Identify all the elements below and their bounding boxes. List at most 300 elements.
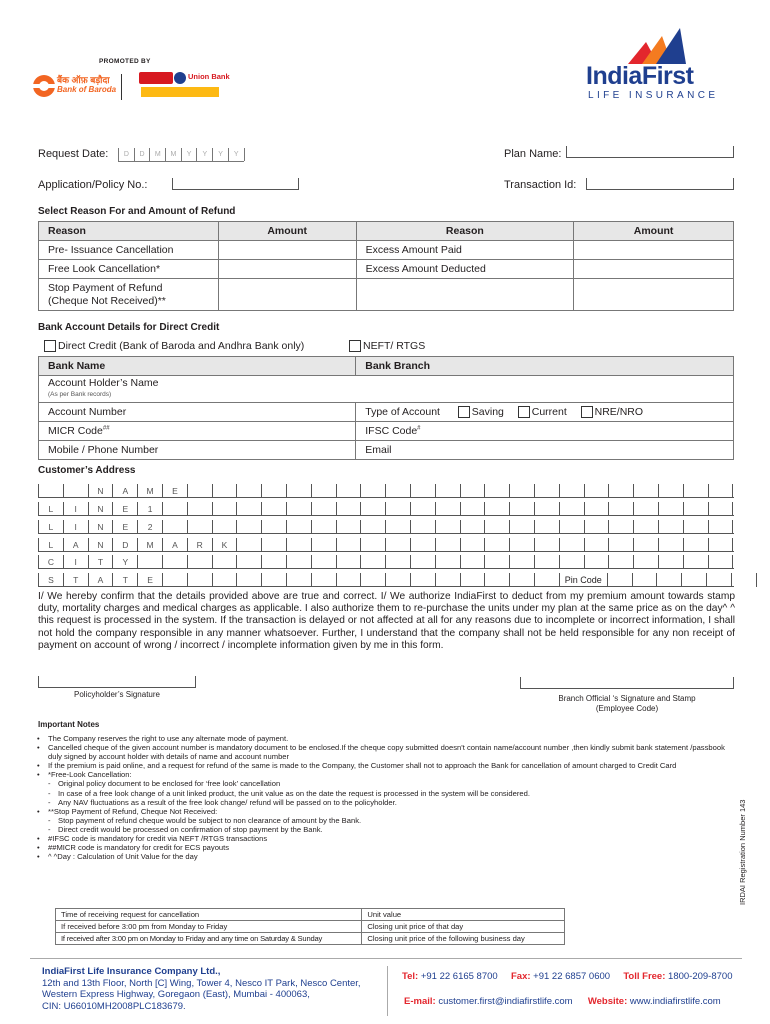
neft-label: NEFT/ RTGS (363, 340, 426, 352)
address-char-cell[interactable]: I (64, 502, 89, 516)
contact-line-2 (404, 996, 721, 1007)
address-char-cell[interactable] (436, 555, 461, 569)
address-char-cell[interactable] (485, 502, 510, 516)
policyholder-signature-box[interactable] (38, 676, 196, 688)
pin-code-cell[interactable] (657, 573, 682, 587)
plan-name-input[interactable] (566, 146, 734, 158)
branch-signature-line2: (Employee Code) (595, 704, 659, 713)
address-char-cell[interactable] (585, 502, 610, 516)
table-row (39, 422, 734, 441)
transaction-id-input[interactable] (586, 178, 734, 190)
refund-table (38, 221, 734, 311)
address-char-cell[interactable] (436, 520, 461, 534)
address-char-cell[interactable] (510, 484, 535, 498)
address-char-cell[interactable] (659, 538, 684, 552)
address-char-cell[interactable] (659, 555, 684, 569)
address-char-cell[interactable] (188, 555, 213, 569)
address-char-cell[interactable] (337, 484, 362, 498)
note-item: • **Stop Payment of Refund, Cheque Not Received: (34, 807, 732, 816)
address-char-cell[interactable] (659, 520, 684, 534)
address-char-cell[interactable] (188, 520, 213, 534)
address-char-cell[interactable] (361, 573, 386, 587)
address-char-cell[interactable] (262, 538, 287, 552)
fax-value: +91 22 6857 0600 (533, 971, 611, 982)
address-char-cell[interactable] (287, 573, 312, 587)
address-char-cell[interactable] (237, 502, 262, 516)
address-char-cell[interactable] (709, 520, 734, 534)
address-char-cell[interactable]: I (64, 555, 89, 569)
address-char-cell[interactable] (262, 555, 287, 569)
address-char-cell[interactable] (436, 573, 461, 587)
bank-name-field[interactable]: Bank Name (39, 357, 356, 376)
table-row (39, 357, 734, 376)
address-char-cell[interactable] (634, 538, 659, 552)
table-cell: Closing unit price of that day (362, 921, 565, 933)
date-cell: Y (213, 148, 229, 161)
email-field[interactable]: Email (356, 441, 734, 460)
address-char-cell[interactable] (237, 573, 262, 587)
amount-cell[interactable] (218, 241, 356, 260)
stop-payment-line1: Stop Payment of Refund (48, 281, 163, 294)
date-cell: Y (198, 148, 214, 161)
saving-checkbox[interactable] (458, 406, 470, 418)
address-char-cell[interactable] (262, 502, 287, 516)
company-name: IndiaFirst Life Insurance Company Ltd., (42, 966, 221, 977)
address-char-cell[interactable] (585, 520, 610, 534)
indiafirst-mark-icon (628, 28, 688, 64)
address-char-cell[interactable]: N (89, 502, 114, 516)
address-char-cell[interactable] (436, 538, 461, 552)
ifsc-field[interactable] (356, 422, 734, 441)
address-char-cell[interactable] (461, 484, 486, 498)
bob-name-text: Bank of Baroda (57, 85, 117, 94)
address-char-cell[interactable]: E (163, 484, 188, 498)
table-row (39, 241, 734, 260)
amount-cell[interactable] (218, 279, 356, 311)
address-char-cell[interactable] (188, 502, 213, 516)
address-char-cell[interactable] (535, 573, 560, 587)
irdai-text: IRDAI Registration Number 143 (738, 799, 747, 905)
empty-cell (574, 279, 734, 311)
address-row[interactable] (38, 520, 734, 534)
app-policy-label: Application/Policy No.: (38, 179, 148, 191)
address-char-cell[interactable] (709, 555, 734, 569)
pin-code-cell[interactable] (732, 573, 757, 587)
address-char-cell[interactable] (337, 502, 362, 516)
direct-credit-checkbox[interactable] (44, 340, 56, 352)
website-label: Website: (587, 996, 628, 1007)
table-row (39, 260, 734, 279)
address-char-cell[interactable] (411, 555, 436, 569)
address-char-cell[interactable] (237, 555, 262, 569)
address-char-cell[interactable] (485, 538, 510, 552)
table-row (39, 279, 734, 311)
address-char-cell[interactable] (287, 484, 312, 498)
address-char-cell[interactable] (709, 538, 734, 552)
refund-section-title: Select Reason For and Amount of Refund (38, 206, 236, 217)
address-char-cell[interactable] (386, 573, 411, 587)
address-char-cell[interactable]: A (64, 538, 89, 552)
note-item: - Direct credit would be processed on confirmation of stop payment by the Bank. (34, 825, 732, 834)
note-item: - Original policy document to be enclosed for ‘free look’ cancellation (34, 779, 732, 788)
logo-divider (121, 74, 122, 100)
address-char-cell[interactable] (337, 555, 362, 569)
address-char-cell[interactable] (361, 538, 386, 552)
bank-section-title: Bank Account Details for Direct Credit (38, 322, 220, 333)
company-addr2: Western Express Highway, Goregaon (East), Mumbai - 400063, (42, 989, 310, 1000)
address-char-cell[interactable] (510, 573, 535, 587)
address-char-cell[interactable]: M (138, 538, 163, 552)
indiafirst-logo (586, 28, 719, 101)
address-char-cell[interactable] (411, 538, 436, 552)
account-holder-field[interactable] (39, 376, 734, 403)
account-number-field[interactable]: Account Number (39, 403, 356, 422)
empty-cell (356, 279, 574, 311)
address-char-cell[interactable] (609, 484, 634, 498)
address-char-cell[interactable] (287, 502, 312, 516)
address-char-cell[interactable] (535, 538, 560, 552)
fax-label: Fax: (510, 971, 531, 982)
address-char-cell[interactable] (411, 573, 436, 587)
address-char-cell[interactable] (560, 538, 585, 552)
address-char-cell[interactable] (461, 502, 486, 516)
bank-table (38, 356, 734, 460)
address-row[interactable] (38, 573, 734, 587)
reason-header: Reason (39, 222, 219, 241)
address-char-cell[interactable] (337, 538, 362, 552)
amount-cell[interactable] (574, 260, 734, 279)
address-char-cell[interactable] (510, 555, 535, 569)
address-char-cell[interactable] (411, 484, 436, 498)
address-char-cell[interactable] (659, 502, 684, 516)
address-char-cell[interactable] (287, 520, 312, 534)
address-char-cell[interactable]: 1 (138, 502, 163, 516)
ifsc-sup: # (417, 425, 421, 432)
contact-line-1 (402, 971, 732, 982)
address-char-cell[interactable] (436, 484, 461, 498)
address-char-cell[interactable]: I (64, 520, 89, 534)
address-char-cell[interactable] (411, 520, 436, 534)
transaction-id-label: Transaction Id: (504, 179, 577, 191)
address-char-cell[interactable] (287, 538, 312, 552)
amount-header: Amount (574, 222, 734, 241)
table-cell: Closing unit price of the following business day (362, 933, 565, 945)
table-row (39, 376, 734, 403)
address-row[interactable] (38, 538, 734, 552)
saving-label: Saving (471, 405, 504, 418)
address-char-cell[interactable] (535, 502, 560, 516)
address-char-cell[interactable] (237, 538, 262, 552)
declaration-text: I/ We hereby confirm that the details provided above are true and correct. I/ We authorize IndiaFirst to deduct from my premium amount towards stamp duty, mortality charges and medical charges as applicable. I also authorize them to re-purchase the units under my plan at the same price as on the day^ ^ this request is processed in the system. If the transaction is delayed or not affected at all for any reasons due to incomplete or incorrect information, I shall not hold the company responsible in any manner whatsoever. Further, I understand that the company shall not be held responsible for any non receipt of payment on account of wrong / incorrect / incomplete information given by me in this form. (38, 591, 735, 651)
address-char-cell[interactable] (237, 520, 262, 534)
note-item: • If the premium is paid online, and a request for refund of the same is made to the Company, the Customer shall not to approach the Bank for cancellation of amount charged to Credit Card (34, 761, 732, 770)
address-char-cell[interactable] (560, 484, 585, 498)
address-char-cell[interactable] (163, 555, 188, 569)
stop-payment-line2: (Cheque Not Received)** (48, 294, 166, 307)
address-char-cell[interactable] (312, 502, 337, 516)
address-char-cell[interactable] (361, 484, 386, 498)
neft-checkbox[interactable] (349, 340, 361, 352)
address-char-cell[interactable] (609, 502, 634, 516)
neft-option[interactable] (349, 340, 425, 352)
address-char-cell[interactable] (609, 538, 634, 552)
address-char-cell[interactable] (634, 520, 659, 534)
address-char-cell[interactable] (188, 573, 213, 587)
address-char-cell[interactable] (337, 520, 362, 534)
address-char-cell[interactable]: A (113, 484, 138, 498)
address-char-cell[interactable] (684, 555, 709, 569)
pin-code-cell[interactable] (707, 573, 732, 587)
branch-signature-box[interactable] (520, 677, 734, 689)
reason-excess-paid[interactable]: Excess Amount Paid (356, 241, 574, 260)
address-char-cell[interactable] (659, 484, 684, 498)
company-addr1: 12th and 13th Floor, North [C] Wing, Tower 4, Nesco IT Park, Nesco Center, (42, 977, 361, 989)
address-char-cell[interactable] (386, 484, 411, 498)
address-char-cell[interactable]: 2 (138, 520, 163, 534)
address-char-cell[interactable] (634, 484, 659, 498)
email-link[interactable]: customer.first@indiafirstlife.com (438, 996, 573, 1007)
address-char-cell[interactable] (213, 573, 238, 587)
address-char-cell[interactable]: M (138, 484, 163, 498)
branch-signature-label (520, 694, 734, 714)
address-char-cell[interactable]: S (39, 573, 64, 587)
address-char-cell[interactable] (709, 502, 734, 516)
note-item: • Cancelled cheque of the given account number is mandatory document to be enclosed.If the cheque copy submitted doesn't contain name/account number ,then kindly submit bank statement /passbook duly signed by account holder with details of name and account number (34, 743, 732, 761)
address-char-cell[interactable] (213, 520, 238, 534)
plan-name-label: Plan Name: (504, 148, 562, 160)
address-row[interactable] (38, 502, 734, 516)
address-char-cell[interactable] (709, 484, 734, 498)
address-char-cell[interactable] (312, 520, 337, 534)
notes-title: Important Notes (38, 720, 100, 729)
address-char-cell[interactable] (312, 538, 337, 552)
address-char-cell[interactable] (585, 555, 610, 569)
nre-nro-checkbox[interactable] (581, 406, 593, 418)
address-char-cell[interactable] (188, 484, 213, 498)
current-label: Current (531, 405, 567, 418)
note-item: • ^ ^Day : Calculation of Unit Value for the day (34, 852, 732, 861)
address-char-cell[interactable] (312, 555, 337, 569)
address-char-cell[interactable]: K (213, 538, 238, 552)
address-char-cell[interactable] (163, 502, 188, 516)
account-holder-label: Account Holder’s Name (48, 377, 159, 389)
address-char-cell[interactable] (361, 520, 386, 534)
tollfree-label: Toll Free: (623, 971, 666, 982)
address-char-cell[interactable] (510, 538, 535, 552)
direct-credit-option[interactable] (44, 340, 304, 352)
address-char-cell[interactable] (535, 520, 560, 534)
address-char-cell[interactable] (262, 520, 287, 534)
footer-divider (30, 958, 742, 959)
amount-cell[interactable] (574, 241, 734, 260)
pin-code-cell[interactable] (682, 573, 707, 587)
indiafirst-brand-name: IndiaFirst (586, 62, 694, 90)
address-char-cell[interactable] (510, 520, 535, 534)
request-date-label: Request Date: (38, 148, 109, 160)
address-char-cell[interactable] (585, 538, 610, 552)
table-row (39, 222, 734, 241)
address-char-cell[interactable] (337, 573, 362, 587)
bank-branch-field[interactable]: Bank Branch (356, 357, 734, 376)
address-char-cell[interactable] (634, 502, 659, 516)
account-type-field (356, 403, 734, 422)
address-char-cell[interactable]: A (163, 538, 188, 552)
address-char-cell[interactable]: A (89, 573, 114, 587)
policyholder-signature-label: Policyholder’s Signature (74, 690, 160, 699)
bob-hindi-text: बैंक ऑफ़ बड़ौदा (57, 75, 110, 85)
website-link[interactable]: www.indiafirstlife.com (629, 996, 721, 1007)
address-char-cell[interactable] (585, 484, 610, 498)
address-section-title: Customer’s Address (38, 465, 136, 476)
address-char-cell[interactable] (461, 538, 486, 552)
footer-vertical-divider (387, 966, 388, 1016)
address-char-cell[interactable] (312, 484, 337, 498)
branch-signature-line1: Branch Official ‘s Signature and Stamp (558, 694, 696, 703)
address-char-cell[interactable]: N (89, 484, 114, 498)
amount-cell[interactable] (218, 260, 356, 279)
reason-stop-payment[interactable] (39, 279, 219, 311)
date-cell: D (135, 148, 151, 161)
indiafirst-brand-sub: LIFE INSURANCE (588, 90, 719, 101)
note-item: • *Free-Look Cancellation: (34, 770, 732, 779)
address-char-cell[interactable]: R (188, 538, 213, 552)
table-row (56, 933, 565, 945)
note-item: - Any NAV fluctuations as a result of the free look change/ refund will be passed on to the policyholder. (34, 798, 732, 807)
address-row[interactable] (38, 484, 734, 498)
company-cin: CIN: U66010MH2008PLC183679. (42, 1000, 186, 1012)
address-char-cell[interactable] (535, 484, 560, 498)
note-item: • The Company reserves the right to use any alternate mode of payment. (34, 734, 732, 743)
date-cell: M (150, 148, 166, 161)
address-char-cell[interactable] (560, 555, 585, 569)
pin-code-label: Pin Code (560, 573, 608, 587)
address-char-cell[interactable] (609, 520, 634, 534)
address-char-cell[interactable] (39, 484, 64, 498)
address-char-cell[interactable] (386, 538, 411, 552)
address-char-cell[interactable] (684, 538, 709, 552)
date-cell: M (166, 148, 182, 161)
pin-code-cell[interactable] (608, 573, 633, 587)
address-char-cell[interactable] (213, 484, 238, 498)
address-char-cell[interactable]: N (89, 520, 114, 534)
address-char-cell[interactable] (684, 502, 709, 516)
address-char-cell[interactable] (461, 573, 486, 587)
address-char-cell[interactable]: D (113, 538, 138, 552)
address-char-cell[interactable] (138, 555, 163, 569)
note-item: • #IFSC code is mandatory for credit via NEFT /RTGS transactions (34, 834, 732, 843)
ifsc-label: IFSC Code (365, 425, 418, 437)
address-char-cell[interactable] (386, 555, 411, 569)
email-label: E-mail: (404, 996, 436, 1007)
address-char-cell[interactable]: E (113, 520, 138, 534)
table-header: Time of receiving request for cancellation (56, 909, 362, 921)
address-char-cell[interactable] (560, 520, 585, 534)
address-char-cell[interactable] (163, 520, 188, 534)
address-char-cell[interactable] (436, 502, 461, 516)
micr-sup: ## (102, 425, 110, 432)
address-char-cell[interactable] (411, 502, 436, 516)
address-char-cell[interactable] (461, 555, 486, 569)
address-char-cell[interactable] (684, 484, 709, 498)
request-date-input[interactable] (118, 148, 244, 162)
address-char-cell[interactable] (684, 520, 709, 534)
address-char-cell[interactable] (163, 573, 188, 587)
unit-value-table (55, 908, 565, 945)
address-char-cell[interactable] (213, 502, 238, 516)
address-char-cell[interactable] (485, 573, 510, 587)
table-header: Unit value (362, 909, 565, 921)
micr-label: MICR Code (48, 425, 103, 437)
address-char-cell[interactable]: T (89, 555, 114, 569)
address-char-cell[interactable]: C (39, 555, 64, 569)
address-char-cell[interactable]: T (113, 573, 138, 587)
company-address-block (42, 966, 361, 1012)
tel-value: +91 22 6165 8700 (420, 971, 498, 982)
date-cell: Y (182, 148, 198, 161)
union-bank-text: Union Bank (188, 72, 230, 81)
tel-label: Tel: (402, 971, 419, 982)
address-char-cell[interactable] (609, 555, 634, 569)
address-char-cell[interactable]: L (39, 538, 64, 552)
address-char-cell[interactable] (535, 555, 560, 569)
address-char-cell[interactable] (510, 502, 535, 516)
address-char-cell[interactable] (485, 484, 510, 498)
address-char-cell[interactable] (634, 555, 659, 569)
note-item: • ##MICR code is mandatory for credit for ECS payouts (34, 843, 732, 852)
address-char-cell[interactable]: E (138, 573, 163, 587)
address-char-cell[interactable] (386, 520, 411, 534)
pin-code-cell[interactable] (633, 573, 658, 587)
table-row (56, 909, 565, 921)
address-char-cell[interactable]: N (89, 538, 114, 552)
address-char-cell[interactable] (361, 502, 386, 516)
address-char-cell[interactable]: L (39, 520, 64, 534)
address-char-cell[interactable] (237, 484, 262, 498)
address-char-cell[interactable] (287, 555, 312, 569)
reason-pre-issuance[interactable]: Pre- Issuance Cancellation (39, 241, 219, 260)
account-holder-note: (As per Bank records) (48, 391, 112, 398)
address-char-cell[interactable] (485, 555, 510, 569)
address-char-cell[interactable] (312, 573, 337, 587)
address-char-cell[interactable] (262, 573, 287, 587)
address-char-cell[interactable] (461, 520, 486, 534)
reason-excess-deducted[interactable]: Excess Amount Deducted (356, 260, 574, 279)
address-char-cell[interactable]: E (113, 502, 138, 516)
mobile-field[interactable]: Mobile / Phone Number (39, 441, 356, 460)
address-char-cell[interactable]: Y (113, 555, 138, 569)
address-char-cell[interactable] (560, 502, 585, 516)
table-cell: If received before 3:00 pm from Monday to Friday (56, 921, 362, 933)
address-char-cell[interactable] (64, 484, 89, 498)
address-row[interactable] (38, 555, 734, 569)
address-char-cell[interactable] (262, 484, 287, 498)
date-cell: D (119, 148, 135, 161)
table-cell: If received after 3:00 pm on Monday to Friday and any time on Saturday & Sunday (56, 933, 362, 945)
address-char-cell[interactable] (386, 502, 411, 516)
policy-number-input[interactable] (172, 178, 299, 190)
reason-free-look[interactable]: Free Look Cancellation* (39, 260, 219, 279)
current-checkbox[interactable] (518, 406, 530, 418)
bob-sun-icon (32, 74, 56, 98)
address-char-cell[interactable]: L (39, 502, 64, 516)
address-char-cell[interactable] (485, 520, 510, 534)
micr-field[interactable] (39, 422, 356, 441)
amount-header: Amount (218, 222, 356, 241)
address-char-cell[interactable] (213, 555, 238, 569)
address-char-cell[interactable]: T (64, 573, 89, 587)
address-char-cell[interactable] (361, 555, 386, 569)
notes-list (34, 734, 732, 861)
